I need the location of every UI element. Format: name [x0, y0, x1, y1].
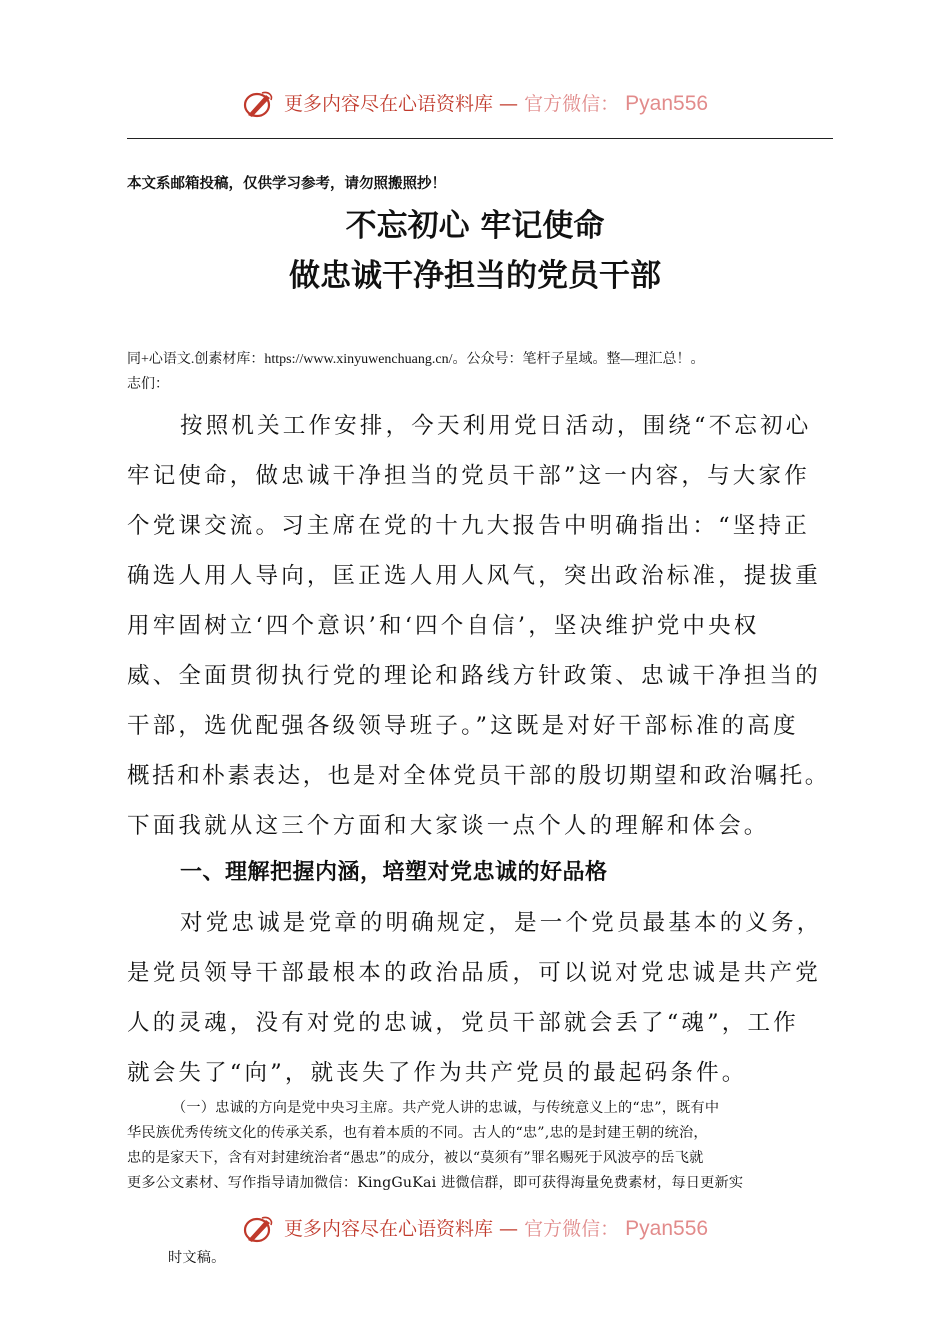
subsection-line: 忠的是家天下，含有对封建统治者“愚忠”的成分，被以“莫须有”罪名赐死于风波亭的岳飞就: [127, 1150, 704, 1166]
pen-logo-icon: [242, 89, 274, 119]
watermark-banner-top: [0, 88, 950, 119]
body-line: 下面我就从这三个方面和大家谈一点个人的理解和体会。: [127, 813, 770, 839]
salutation: 志们：: [127, 376, 169, 392]
section-line: 是党员领导干部最根本的政治品质，可以说对党忠诚是共产党: [127, 960, 821, 986]
notice-text: 本文系邮箱投稿，仅供学习参考，请勿照搬照抄！: [127, 175, 446, 192]
watermark-wechat-label: 官方微信：: [524, 93, 620, 115]
body-line: 威、全面贯彻执行党的理论和路线方针政策、忠诚干净担当的: [127, 663, 821, 689]
subsection-line: （一）忠诚的方向是党中央习主席。共产党人讲的忠诚，与传统意义上的“忠”，既有中: [172, 1100, 720, 1116]
header-divider: [127, 138, 833, 139]
body-line: 用牢固树立‘四个意识’和‘四个自信’，坚决维护党中央权: [127, 613, 760, 639]
watermark-wechat-label: 官方微信：: [524, 1218, 620, 1240]
watermark-banner-bottom: [0, 1213, 950, 1244]
page-title-line-1: 不忘初心 牢记使命: [345, 208, 605, 244]
body-line: 干部，选优配强各级领导班子。”这既是对好干部标准的高度: [127, 713, 799, 739]
watermark-text: 更多内容尽在心语资料库: [283, 93, 493, 115]
pen-logo-icon: [242, 1214, 274, 1244]
section-heading: 一、理解把握内涵，培塑对党忠诚的好品格: [180, 860, 608, 885]
subsection-line: 华民族优秀传统文化的传承关系，也有着本质的不同。古人的“忠”,忠的是封建王朝的统治，: [127, 1125, 708, 1141]
body-line: 按照机关工作安排，今天利用党日活动，围绕“不忘初心: [180, 413, 812, 439]
watermark-wechat-id: Pyan556: [625, 92, 709, 115]
watermark-text: 更多内容尽在心语资料库: [283, 1218, 493, 1240]
watermark-wechat-id: Pyan556: [625, 1217, 709, 1240]
section-line: 人的灵魂，没有对党的忠诚，党员干部就会丢了“魂”，工作: [127, 1010, 799, 1036]
watermark-dash: —: [499, 93, 519, 115]
promo-line: 更多公文素材、写作指导请加微信：KingGuKai 进微信群，即可获得海量免费素材，每日更新实: [127, 1175, 744, 1191]
body-line: 个党课交流。习主席在党的十九大报告中明确指出：“坚持正: [127, 513, 810, 539]
body-line: 概括和朴素表达，也是对全体党员干部的殷切期望和政治嘱托。: [127, 763, 830, 789]
section-line: 对党忠诚是党章的明确规定，是一个党员最基本的义务，: [180, 910, 823, 936]
page-title-line-2: 做忠诚干净担当的党员干部: [289, 258, 661, 294]
body-line: 确选人用人导向，匡正选人用人风气，突出政治标准，提拔重: [127, 563, 821, 589]
tail-text: 时文稿。: [168, 1250, 226, 1266]
body-line: 牢记使命，做忠诚干净担当的党员干部”这一内容，与大家作: [127, 463, 810, 489]
section-line: 就会失了“向”，就丧失了作为共产党员的最起码条件。: [127, 1060, 748, 1086]
source-line: 同+心语文.创素材库：https://www.xinyuwenchuang.cn/。公众号：笔杆子星域。整—理汇总！。: [127, 352, 705, 367]
watermark-dash: —: [499, 1218, 519, 1240]
